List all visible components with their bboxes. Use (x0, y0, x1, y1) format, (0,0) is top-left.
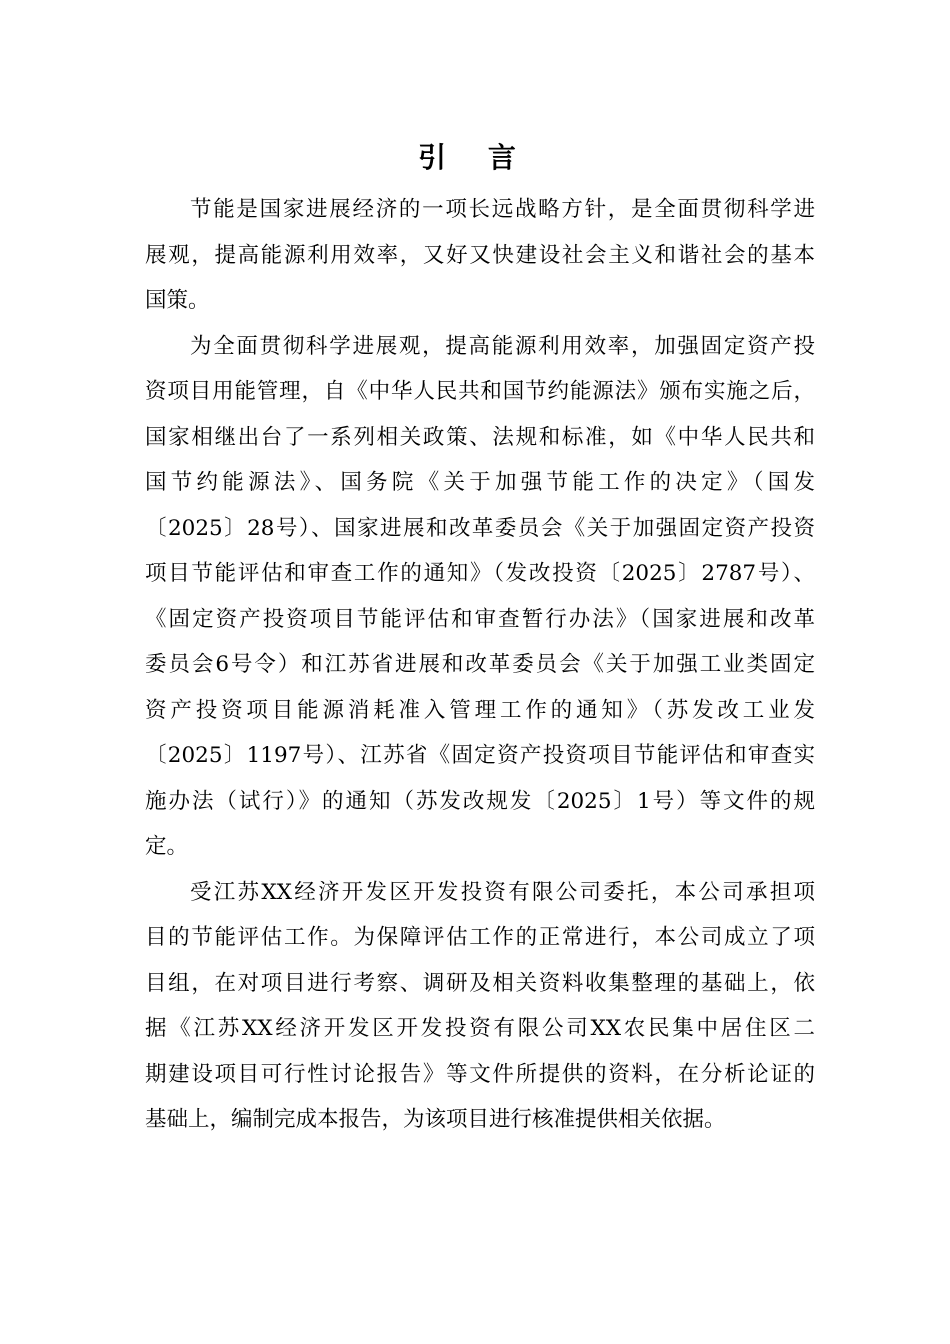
paragraph-2-line-11: 施办法（试行）》的通知（苏发改规发〔2025〕1号）等文件的规 (145, 789, 815, 814)
paragraph-3-line-4: 据《江苏XX经济开发区开发投资有限公司XX农民集中居住区二 (145, 1016, 815, 1041)
paragraph-2-line-2: 资项目用能管理，自《中华人民共和国节约能源法》颁布实施之后， (145, 379, 815, 404)
paragraph-1-line-1: 节能是国家进展经济的一项长远战略方针，是全面贯彻科学进 (190, 197, 815, 222)
paragraph-2-line-3: 国家相继出台了一系列相关政策、法规和标准，如《中华人民共和 (145, 425, 815, 450)
paragraph-1-line-2: 展观，提高能源利用效率，又好又快建设社会主义和谐社会的基本 (145, 243, 815, 268)
paragraph-2-line-12: 定。 (145, 834, 189, 859)
paragraph-1-line-3: 国策。 (145, 288, 210, 313)
paragraph-3-line-2: 目的节能评估工作。为保障评估工作的正常进行，本公司成立了项 (145, 925, 815, 950)
paragraph-2-line-4: 国节约能源法》、国务院《关于加强节能工作的决定》（国发 (145, 470, 815, 495)
paragraph-3-line-1: 受江苏XX经济开发区开发投资有限公司委托，本公司承担项 (190, 880, 815, 905)
paragraph-3-line-3: 目组，在对项目进行考察、调研及相关资料收集整理的基础上，依 (145, 971, 815, 996)
paragraph-2-line-10: 〔2025〕1197号）、江苏省《固定资产投资项目节能评估和审查实 (145, 743, 815, 768)
paragraph-2-line-8: 委员会6号令）和江苏省进展和改革委员会《关于加强工业类固定 (145, 652, 815, 677)
paragraph-2-line-9: 资产投资项目能源消耗准入管理工作的通知》（苏发改工业发 (145, 698, 815, 723)
page-title: 引 言 (418, 141, 532, 174)
paragraph-2-line-1: 为全面贯彻科学进展观，提高能源利用效率，加强固定资产投 (190, 334, 815, 359)
paragraph-2-line-7: 《固定资产投资项目节能评估和审查暂行办法》（国家进展和改革 (145, 607, 815, 632)
paragraph-3-line-5: 期建设项目可行性讨论报告》等文件所提供的资料，在分析论证的 (145, 1062, 815, 1087)
paragraph-2-line-6: 项目节能评估和审查工作的通知》（发改投资〔2025〕2787号）、 (145, 561, 815, 586)
paragraph-3-line-6: 基础上，编制完成本报告，为该项目进行核准提供相关依据。 (145, 1107, 726, 1132)
paragraph-2-line-5: 〔2025〕28号）、国家进展和改革委员会《关于加强固定资产投资 (145, 516, 815, 541)
